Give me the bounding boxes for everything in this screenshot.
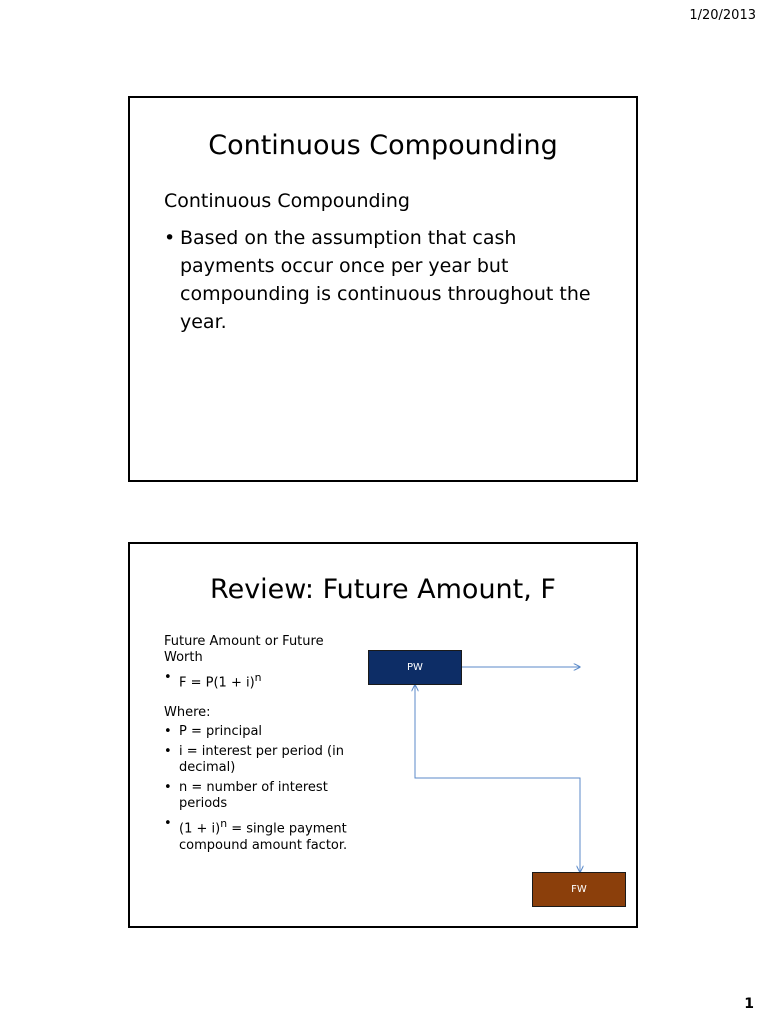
definition-item xyxy=(164,816,364,853)
definition-item: • n = number of interest periods xyxy=(164,780,364,812)
page-date: 1/20/2013 xyxy=(689,8,756,23)
definition-item: • i = interest per period (in decimal) xyxy=(164,744,364,776)
bullet-list xyxy=(164,224,606,336)
slide-title: Review: Future Amount, F xyxy=(210,574,556,605)
formula-exponent: n xyxy=(254,671,262,684)
page-number: 1 xyxy=(744,996,754,1012)
factor-exponent: n xyxy=(220,817,228,831)
slide-title: Continuous Compounding xyxy=(208,130,558,161)
future-worth-box: FW xyxy=(532,872,626,907)
slide-continuous-compounding xyxy=(128,96,638,482)
present-worth-box: PW xyxy=(368,650,462,685)
formula-text: F = P(1 + i) xyxy=(179,675,255,691)
definitions-list xyxy=(164,724,364,853)
formula-item xyxy=(164,670,364,691)
factor-text: (1 + i) xyxy=(179,821,221,837)
definition-item: • P = principal xyxy=(164,724,364,740)
bullet-item: • Based on the assumption that cash payments occur once per year but compounding is continuous throughout the year. xyxy=(164,224,606,336)
column-heading: Future Amount or Future Worth xyxy=(164,634,324,665)
body-heading: Continuous Compounding xyxy=(164,190,410,212)
where-label: Where: xyxy=(164,705,211,721)
slide-review-future-amount xyxy=(128,542,638,928)
factor-description: = single payment compound amount factor. xyxy=(179,821,348,853)
definitions-column xyxy=(164,634,364,858)
formula-list xyxy=(164,670,364,691)
slide-body xyxy=(164,190,606,336)
arrow-connector xyxy=(415,685,580,872)
